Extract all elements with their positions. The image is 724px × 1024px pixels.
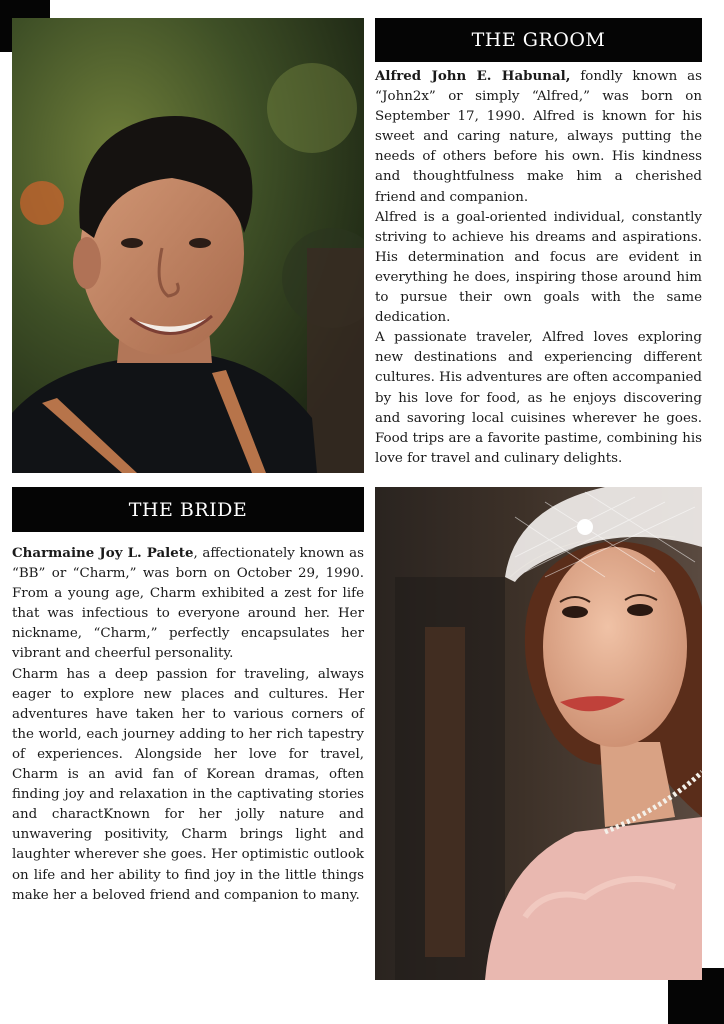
bride-bio-text: , affectionately known as “BB” or “Charm,” was born on October 29, 1990. From a young age, Charm exhibited a zest for life that was infectious to everyone around her. Her nickname, “Charm,” perfectly encapsulates her vibrant and cheerful personality. (12, 546, 364, 662)
groom-bio-paragraph (375, 328, 702, 469)
bride-photo (375, 487, 702, 980)
groom-heading: THE GROOM (471, 29, 606, 51)
groom-name: Alfred John E. Habunal, (375, 68, 571, 84)
groom-photo (12, 18, 364, 473)
groom-bio-text: fondly known as “John2x” or simply “Alfred,” was born on September 17, 1990. Alfred is known for his sweet and caring nature, always putting the needs of others before his own. His kindness and thoughtfulness make him a cherished friend and companion. (375, 69, 702, 205)
bride-heading: THE BRIDE (128, 498, 248, 521)
groom-bio (375, 66, 702, 469)
bride-bio-text: Charm has a deep passion for traveling, always eager to explore new places and cultures. Her adventures have taken her to various corners of the world, each journey adding to her rich tapestry of experiences. Alongside her love for travel, Charm is an avid fan of Korean dramas, often finding joy and relaxation in the captivating stories and charactKnown for her jolly nature and unwavering positivity, Charm brings light and laughter wherever she goes. Her optimistic outlook on life and her ability to find joy in the little things make her a beloved friend and companion to many. (12, 666, 364, 903)
groom-bio-text: A passionate traveler, Alfred loves exploring new destinations and experiencing different cultures. His adventures are often accompanied by his love for food, as he enjoys discovering and savoring local cuisines wherever he goes. Food trips are a favorite pastime, combining his love for travel and culinary delights. (375, 330, 702, 466)
bride-name: Charmaine Joy L. Palete (12, 545, 194, 561)
bride-bio-paragraph (12, 543, 364, 665)
bride-bio (12, 543, 364, 906)
groom-bio-text: Alfred is a goal-oriented individual, constantly striving to achieve his dreams and aspirations. His determination and focus are evident in everything he does, inspiring those around him to pursue their own goals with the same dedication. (375, 209, 702, 326)
groom-bio-paragraph (375, 208, 702, 329)
groom-bio-paragraph (375, 66, 702, 208)
groom-heading-banner (375, 18, 702, 62)
bride-heading-banner (12, 487, 364, 532)
bride-bio-paragraph (12, 665, 364, 906)
